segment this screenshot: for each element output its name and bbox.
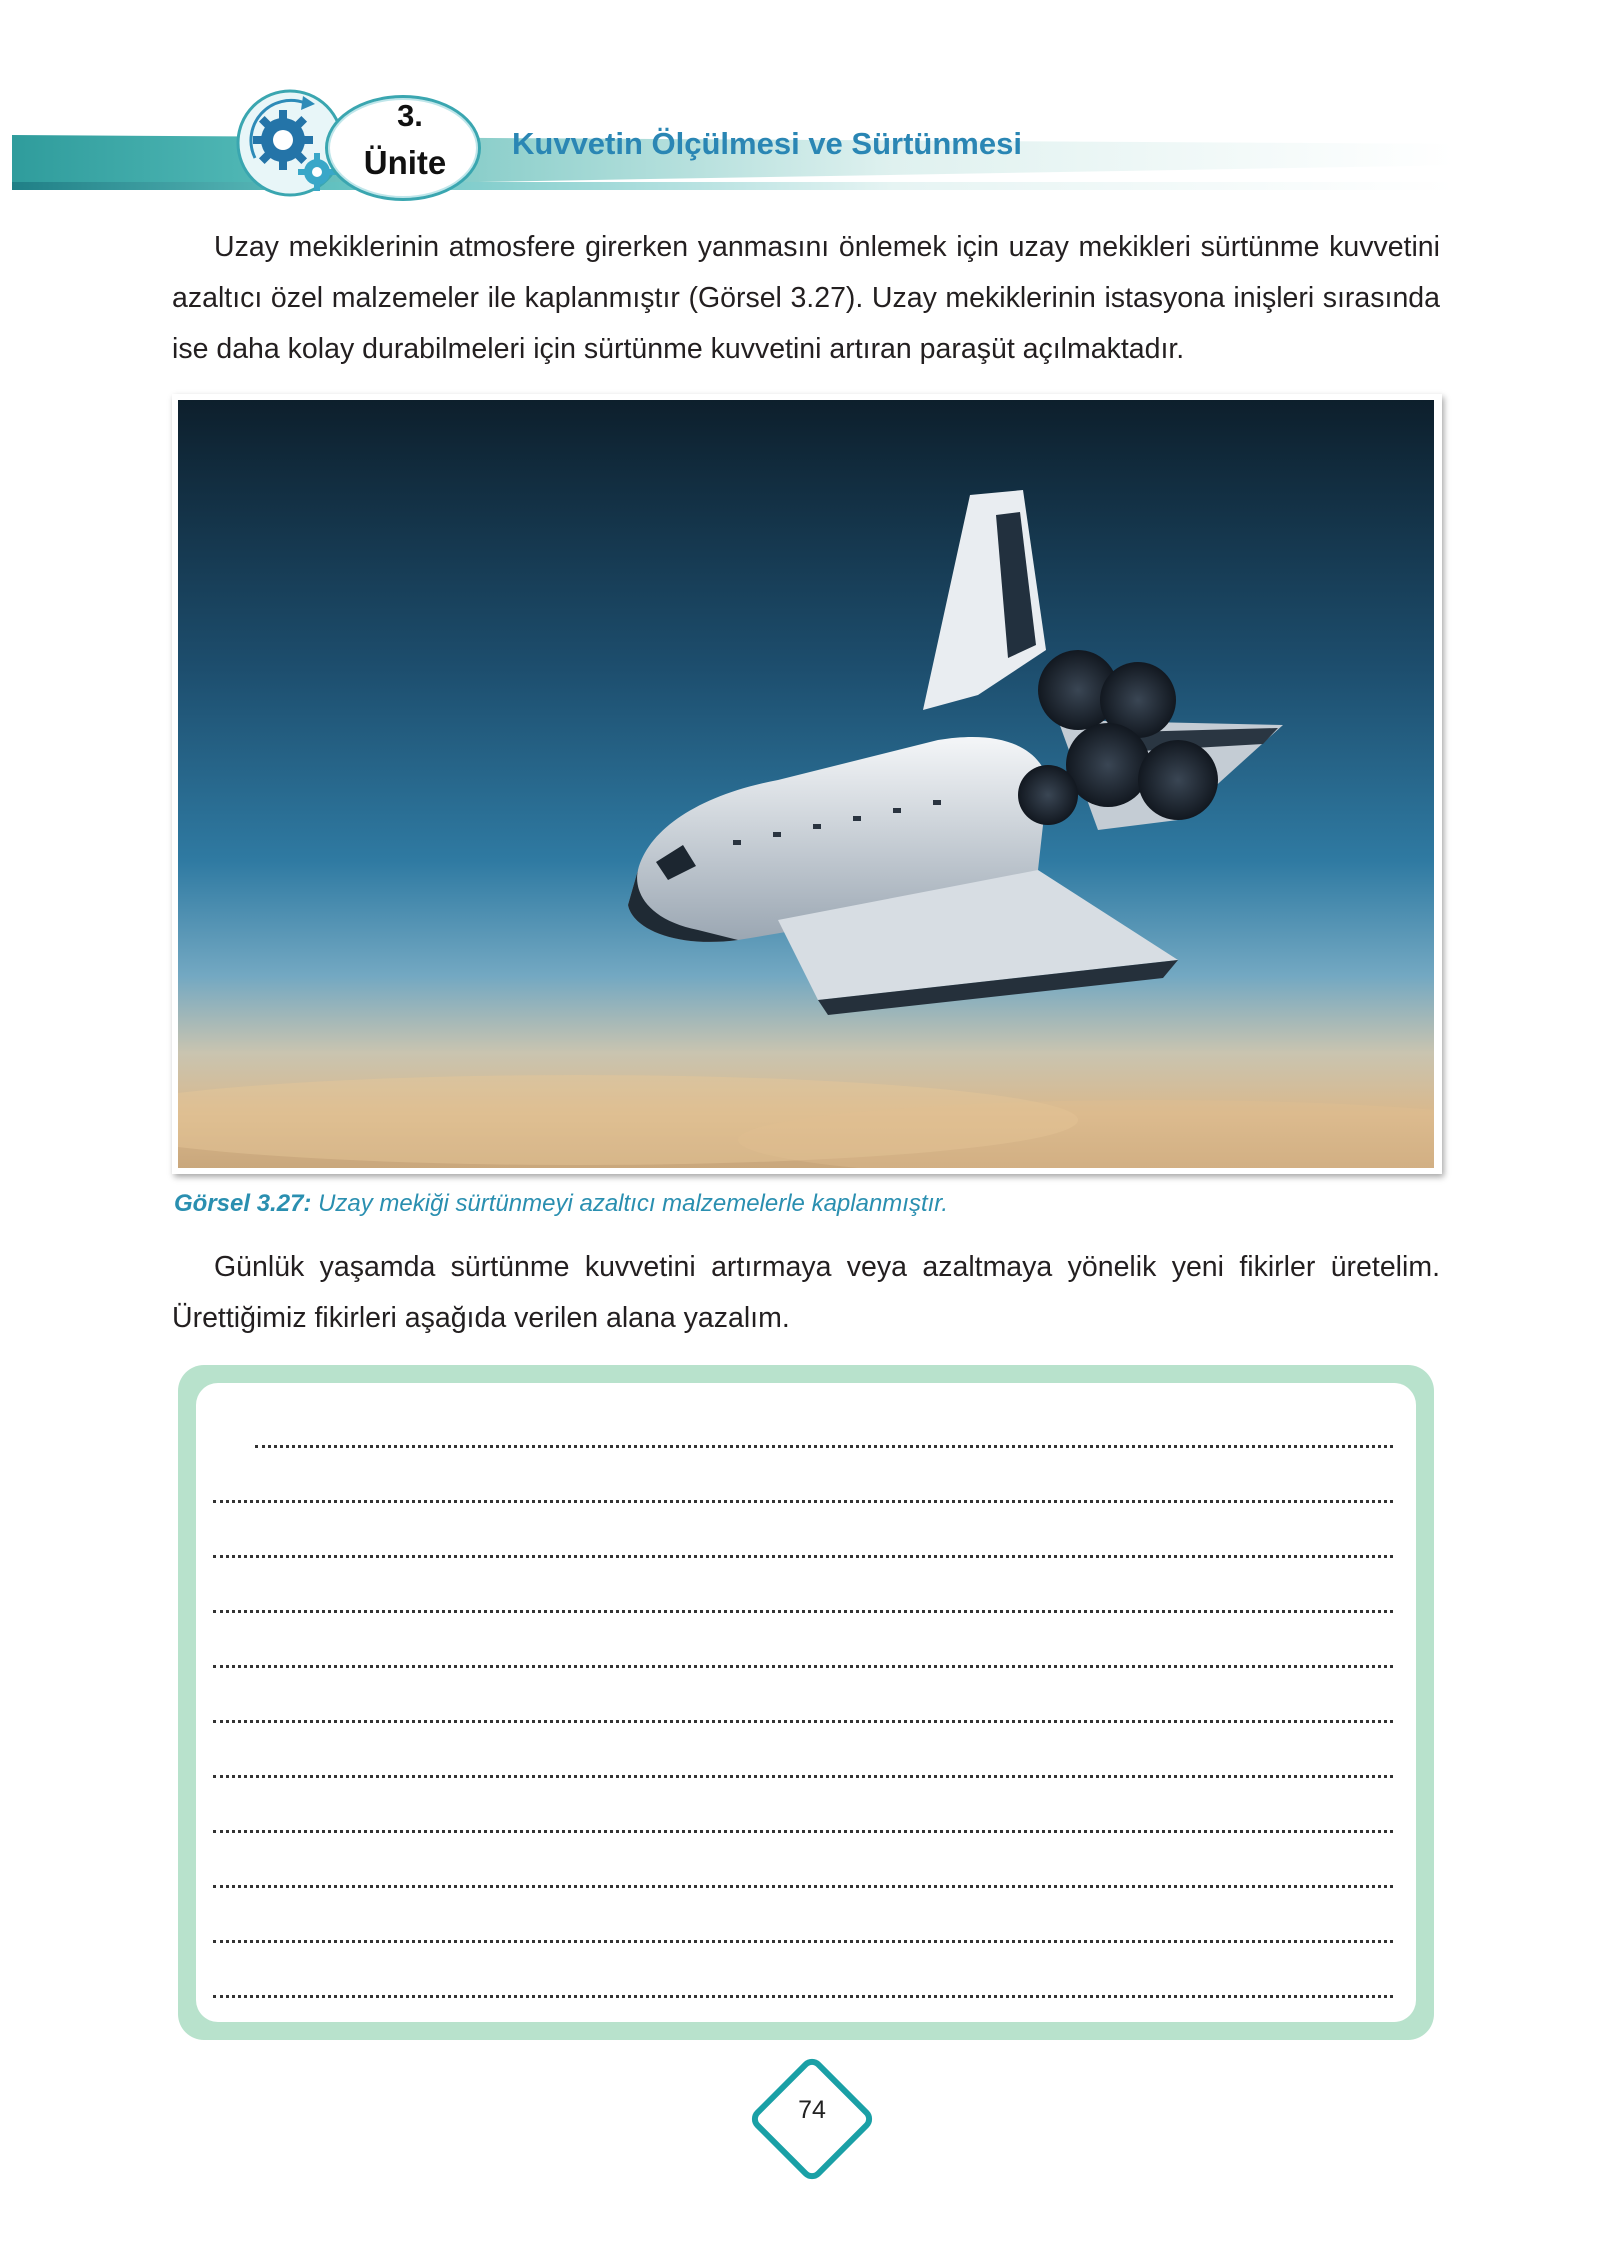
writing-line[interactable] xyxy=(213,1775,1393,1778)
writing-line[interactable] xyxy=(213,1555,1393,1558)
unit-number: 3. xyxy=(397,98,423,133)
space-shuttle-photo xyxy=(178,400,1434,1168)
writing-line[interactable] xyxy=(213,1995,1393,1998)
writing-area[interactable] xyxy=(196,1383,1416,2022)
page-number: 74 xyxy=(798,2096,826,2124)
writing-line[interactable] xyxy=(213,1610,1393,1613)
writing-line[interactable] xyxy=(213,1720,1393,1723)
writing-line[interactable] xyxy=(213,1500,1393,1503)
writing-line[interactable] xyxy=(213,1830,1393,1833)
task-paragraph: Günlük yaşamda sürtünme kuvvetini artırmaya veya azaltmaya yönelik yeni fikirler üretelim. Ürettiğimiz fikirleri aşağıda verilen alana yazalım. xyxy=(172,1251,1440,1334)
writing-line[interactable] xyxy=(255,1445,1393,1448)
caption-label: Görsel 3.27: xyxy=(174,1190,312,1217)
figure-caption xyxy=(174,1190,948,1218)
writing-line[interactable] xyxy=(213,1885,1393,1888)
writing-line[interactable] xyxy=(213,1940,1393,1943)
figure-frame xyxy=(172,394,1442,1174)
unit-label: Ünite xyxy=(363,144,447,181)
intro-paragraph: Uzay mekiklerinin atmosfere girerken yanmasını önlemek için uzay mekikleri sürtünme kuvvetini azaltıcı özel malzemeler ile kaplanmıştır (Görsel 3.27). Uzay mekiklerinin istasyona inişleri sırasında ise daha kolay durabilmeleri için sürtünme kuvvetini artıran paraşüt açılmaktadır. xyxy=(172,231,1440,365)
caption-text: Uzay mekiği sürtünmeyi azaltıcı malzemelerle kaplanmıştır. xyxy=(311,1190,949,1217)
chapter-title: Kuvvetin Ölçülmesi ve Sürtünmesi xyxy=(512,126,1022,161)
writing-line[interactable] xyxy=(213,1665,1393,1668)
